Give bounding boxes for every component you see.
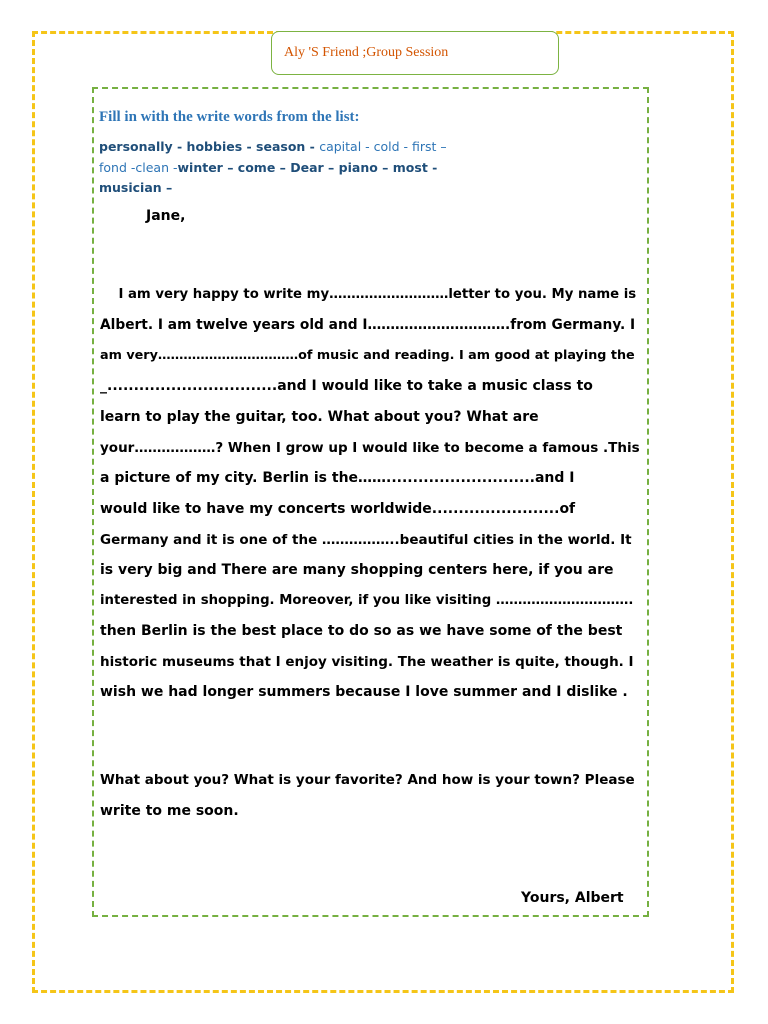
letter-line: I am very happy to write my………………………letter to you. My name is bbox=[100, 287, 637, 302]
letter-line: learn to play the guitar, too. What about you? What are bbox=[100, 409, 539, 425]
letter-line: wish we had longer summers because I love summer and I dislike . bbox=[100, 684, 628, 700]
letter-line: Germany and it is one of the ……………..beautiful cities in the world. It bbox=[100, 532, 632, 548]
letter-line: would like to have my concerts worldwide........................of bbox=[100, 501, 576, 517]
word-list-line-2-bold: winter – come – Dear – piano – most - bbox=[177, 159, 438, 175]
letter-line: Albert. I am twelve years old and I………………………….from Germany. I bbox=[100, 317, 636, 333]
word-list-line-3 bbox=[99, 178, 499, 199]
letter-line: write to me soon. bbox=[100, 803, 239, 819]
letter-line: is very big and There are many shopping centers here, if you are bbox=[100, 562, 614, 578]
letter-salutation: Jane, bbox=[146, 208, 186, 224]
word-list bbox=[99, 137, 499, 199]
letter-line: then Berlin is the best place to do so as we have some of the best bbox=[100, 623, 623, 639]
instruction-heading: Fill in with the write words from the list: bbox=[99, 109, 360, 125]
letter-line: your………………? When I grow up I would like to become a famous .This bbox=[100, 440, 640, 456]
letter-line: _................................and I would like to take a music class to bbox=[100, 378, 593, 394]
word-list-line-3-bold: musician – bbox=[99, 180, 173, 195]
letter-closing: Yours, Albert bbox=[521, 890, 624, 906]
letter-line: a picture of my city. Berlin is the……............................and I bbox=[100, 470, 575, 486]
word-list-line-2-normal: fond -clean - bbox=[99, 159, 178, 175]
letter-line: What about you? What is your favorite? And how is your town? Please bbox=[100, 772, 635, 788]
word-list-line-1-bold: personally - hobbies - season - bbox=[99, 139, 320, 154]
word-list-line-1 bbox=[99, 137, 499, 158]
word-list-line-1-normal: capital - cold - first – bbox=[319, 139, 447, 154]
word-list-line-2 bbox=[99, 158, 499, 179]
letter-line: interested in shopping. Moreover, if you like visiting …………………………. bbox=[100, 593, 634, 608]
letter-line: am very……………………………of music and reading. I am good at playing the bbox=[100, 348, 635, 363]
session-title: Aly 'S Friend ;Group Session bbox=[284, 45, 449, 60]
session-title-box bbox=[271, 31, 559, 75]
letter-line: historic museums that I enjoy visiting. The weather is quite, though. I bbox=[100, 654, 634, 670]
